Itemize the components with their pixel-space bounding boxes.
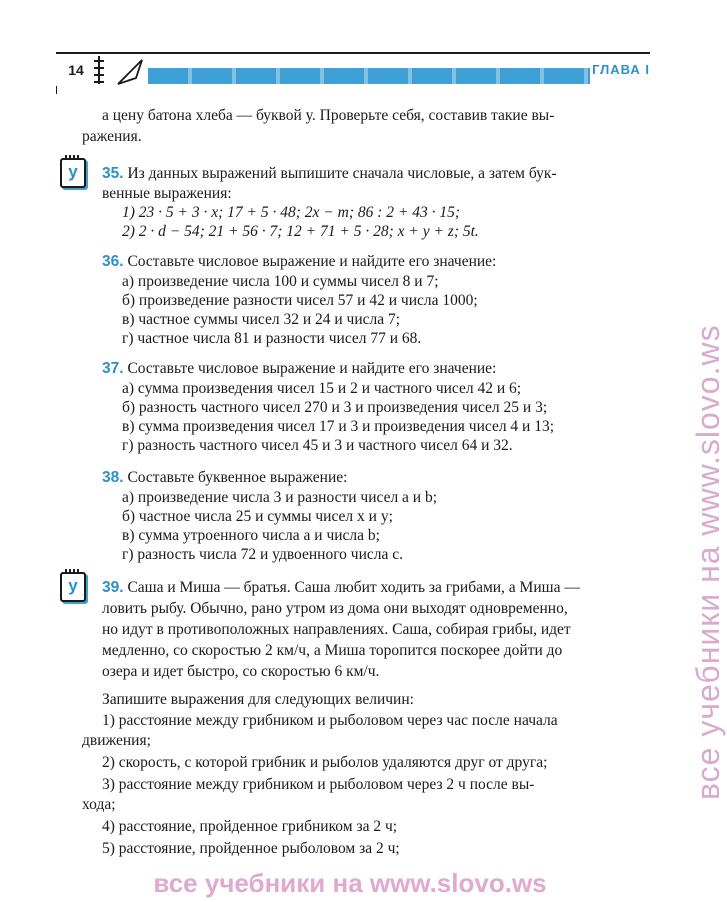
binder-spiral-icon <box>98 56 112 84</box>
task-39-item-1-cont: движения; <box>82 732 151 749</box>
task-39-line-3: но идут в противоположных направлениях. Саша, собирая грибы, идет <box>102 621 571 638</box>
task-number: 37. <box>102 360 124 377</box>
pen-icon <box>116 56 144 86</box>
chapter-title: ГЛАВА I <box>592 62 650 77</box>
task-35-expr-2: 2) 2 · d − 54; 21 + 56 · 7; 12 + 71 + 5 · 28; x + y + z; 5t. <box>122 223 479 240</box>
task-39-line-2: ловить рыбу. Обычно, рано утром из дома они выходят одновременно, <box>102 600 568 617</box>
task-36-item-b: б) произведение разности чисел 57 и 42 и числа 1000; <box>122 292 478 309</box>
task-badge-icon: у <box>60 158 86 188</box>
task-39-item-3-cont: хода; <box>82 796 116 813</box>
task-37-item-d: г) разность частного чисел 45 и 3 и частного чисел 64 и 32. <box>122 437 513 454</box>
task-39-line-4: медленно, со скоростью 2 км/ч, а Миша торопится поскорее дойти до <box>102 642 563 659</box>
task-39-line-1: 39. Саша и Миша — братья. Саша любит ходить за грибами, а Миша — <box>102 579 580 596</box>
task-37-item-a: а) сумма произведения чисел 15 и 2 и частного чисел 42 и 6; <box>122 380 522 397</box>
task-35-line-1: 35. Из данных выражений выпишите сначала числовые, а затем бук- <box>102 165 557 182</box>
task-number: 36. <box>102 253 124 270</box>
task-36-item-a: а) произведение числа 100 и суммы чисел 8 и 7; <box>122 273 439 290</box>
task-39-item-5: 5) расстояние, пройденное рыболовом за 2 ч; <box>102 840 400 857</box>
task-39-prompt: Запишите выражения для следующих величин: <box>102 691 414 708</box>
task-number: 35. <box>102 165 124 182</box>
task-37-title: 37. Составьте числовое выражение и найдите его значение: <box>102 360 497 377</box>
page-header <box>56 52 650 88</box>
task-39-item-2: 2) скорость, с которой грибник и рыболов удаляются друг от друга; <box>102 754 548 771</box>
page-number: 14 <box>68 62 84 78</box>
task-39-item-1: 1) расстояние между грибником и рыболовом через час после начала <box>102 712 558 729</box>
task-38-item-d: г) разность числа 72 и удвоенного числа c. <box>122 546 404 563</box>
header-tick <box>56 86 57 94</box>
task-38-item-c: в) сумма утроенного числа a и числа b; <box>122 527 380 544</box>
header-decor-bar <box>148 68 590 84</box>
task-37-item-b: б) разность частного чисел 270 и 3 и произведения чисел 25 и 3; <box>122 399 548 416</box>
task-39-line-5: озера и идет быстро, со скоростью 6 км/ч. <box>102 663 380 680</box>
watermark-bottom: все учебники на www.slovo.ws <box>153 868 547 898</box>
intro-line-2: ражения. <box>82 128 142 145</box>
task-39-item-4: 4) расстояние, пройденное грибником за 2 ч; <box>102 818 398 835</box>
task-35-line-2: венные выражения: <box>102 185 232 202</box>
task-38-item-b: б) частное числа 25 и суммы чисел x и y; <box>122 508 393 525</box>
task-36-item-d: г) частное числа 81 и разности чисел 77 и 68. <box>122 330 422 347</box>
task-badge-icon: у <box>60 572 86 602</box>
watermark-side: все учебники на www.slovo.ws <box>690 324 726 800</box>
task-36-item-c: в) частное суммы чисел 32 и 24 и числа 7; <box>122 311 401 328</box>
task-38-item-a: а) произведение числа 3 и разности чисел a и b; <box>122 489 438 506</box>
task-35-expr-1: 1) 23 · 5 + 3 · x; 17 + 5 · 48; 2x − m; 86 : 2 + 43 · 15; <box>122 204 461 221</box>
task-38-title: 38. Составьте буквенное выражение: <box>102 469 348 486</box>
task-36-title: 36. Составьте числовое выражение и найдите его значение: <box>102 253 497 270</box>
task-number: 38. <box>102 469 124 486</box>
task-number: 39. <box>102 579 124 596</box>
task-39-item-3: 3) расстояние между грибником и рыболовом через 2 ч после вы- <box>102 776 535 793</box>
task-37-item-c: в) сумма произведения чисел 17 и 3 и произведения чисел 4 и 13; <box>122 418 555 435</box>
intro-line-1: а цену батона хлеба — буквой у. Проверьте себя, составив такие вы- <box>102 107 555 124</box>
